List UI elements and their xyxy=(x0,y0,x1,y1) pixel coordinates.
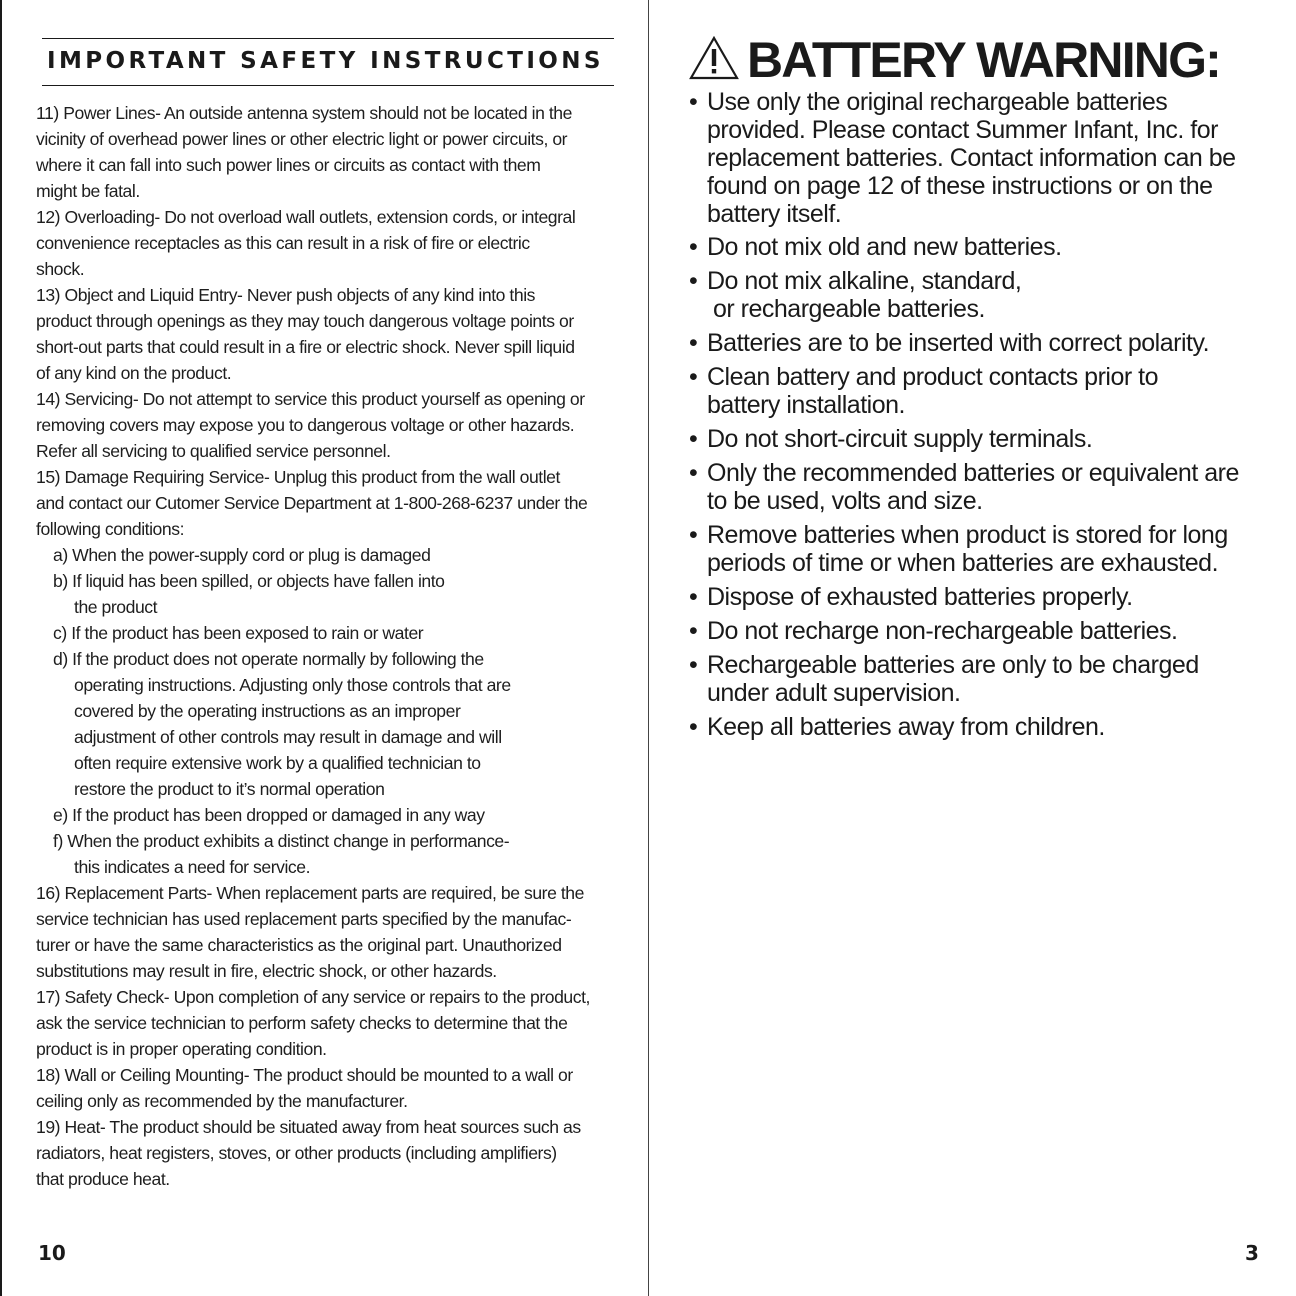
bullet-line: • Rechargeable batteries are only to be charged xyxy=(707,651,1199,679)
bullet-line: • Do not mix alkaline, standard, xyxy=(707,267,1022,295)
text-line: shock. xyxy=(36,259,85,279)
section-header xyxy=(42,38,614,86)
text-line: e) If the product has been dropped or damaged in any way xyxy=(53,805,485,825)
text-line: following conditions: xyxy=(36,519,185,539)
bullet-line: • Clean battery and product contacts prior to xyxy=(707,363,1158,391)
bullet-line: • Keep all batteries away from children. xyxy=(707,713,1105,741)
text-line: restore the product to it’s normal operation xyxy=(74,779,385,799)
section-title: IMPORTANT SAFETY INSTRUCTIONS xyxy=(47,48,604,74)
text-line: removing covers may expose you to dangerous voltage or other hazards. xyxy=(36,415,575,435)
text-line: 18) Wall or Ceiling Mounting- The product should be mounted to a wall or xyxy=(36,1065,573,1085)
text-line: often require extensive work by a qualified technician to xyxy=(74,753,481,773)
text-line: convenience receptacles as this can result in a risk of fire or electric xyxy=(36,233,530,253)
bullet-line: • Remove batteries when product is stored for long xyxy=(707,521,1228,549)
bullet-line: provided. Please contact Summer Infant, Inc. for xyxy=(707,116,1218,144)
text-line: short-out parts that could result in a fire or electric shock. Never spill liquid xyxy=(36,337,575,357)
bullet-line: found on page 12 of these instructions or on the xyxy=(707,172,1213,200)
warning-bullet xyxy=(689,329,1279,357)
text-line: operating instructions. Adjusting only those controls that are xyxy=(74,675,511,695)
text-line: that produce heat. xyxy=(36,1169,170,1189)
text-line: d) If the product does not operate normally by following the xyxy=(53,649,484,669)
text-line: adjustment of other controls may result in damage and will xyxy=(74,727,502,747)
text-line: product is in proper operating condition. xyxy=(36,1039,327,1059)
warning-bullet xyxy=(689,267,1279,323)
bullet-line: • Do not recharge non-rechargeable batteries. xyxy=(707,617,1178,645)
text-line: 13) Object and Liquid Entry- Never push objects of any kind into this xyxy=(36,285,536,305)
text-line: turer or have the same characteristics as the original part. Unauthorized xyxy=(36,935,562,955)
warning-bullet xyxy=(689,583,1279,611)
bullet-line: • Use only the original rechargeable batteries xyxy=(707,88,1168,116)
warning-bullet xyxy=(689,233,1279,261)
text-line: substitutions may result in fire, electric shock, or other hazards. xyxy=(36,961,497,981)
text-line: vicinity of overhead power lines or other electric light or power circuits, or xyxy=(36,129,568,149)
warning-bullet xyxy=(689,521,1279,577)
text-line: service technician has used replacement parts specified by the manufac- xyxy=(36,909,572,929)
text-line: of any kind on the product. xyxy=(36,363,232,383)
warning-bullet xyxy=(689,713,1279,741)
warning-bullet xyxy=(689,88,1279,228)
text-line: 11) Power Lines- An outside antenna system should not be located in the xyxy=(36,103,572,123)
text-line: 19) Heat- The product should be situated away from heat sources such as xyxy=(36,1117,581,1137)
warning-triangle-icon xyxy=(689,36,739,80)
page-number: 10 xyxy=(38,1241,66,1265)
text-line: 12) Overloading- Do not overload wall outlets, extension cords, or integral xyxy=(36,207,576,227)
bullet-line: • Dispose of exhausted batteries properly. xyxy=(707,583,1133,611)
text-line: the product xyxy=(74,597,158,617)
warning-bullet xyxy=(689,363,1279,419)
text-line: radiators, heat registers, stoves, or other products (including amplifiers) xyxy=(36,1143,557,1163)
text-line: where it can fall into such power lines or circuits as contact with them xyxy=(36,155,541,175)
text-line: product through openings as they may touch dangerous voltage points or xyxy=(36,311,574,331)
bullet-line: periods of time or when batteries are exhausted. xyxy=(707,549,1219,577)
battery-warning-title: BATTERY WARNING: xyxy=(747,32,1221,88)
text-line: might be fatal. xyxy=(36,181,140,201)
text-line: this indicates a need for service. xyxy=(74,857,311,877)
text-line: a) When the power-supply cord or plug is damaged xyxy=(53,545,431,565)
bullet-line: • Only the recommended batteries or equivalent are xyxy=(707,459,1239,487)
warning-bullet xyxy=(689,617,1279,645)
bullet-line: battery installation. xyxy=(707,391,905,419)
bullet-line: • Batteries are to be inserted with correct polarity. xyxy=(707,329,1210,357)
bullet-line: or rechargeable batteries. xyxy=(713,295,985,323)
text-line: covered by the operating instructions as an improper xyxy=(74,701,461,721)
text-line: ask the service technician to perform safety checks to determine that the xyxy=(36,1013,568,1033)
text-line: ceiling only as recommended by the manufacturer. xyxy=(36,1091,408,1111)
warning-bullet xyxy=(689,651,1279,707)
bullet-line: replacement batteries. Contact information can be xyxy=(707,144,1236,172)
battery-warning-list xyxy=(689,88,1279,741)
text-line: and contact our Cutomer Service Department at 1-800-268-6237 under the xyxy=(36,493,588,513)
safety-instructions-body xyxy=(36,100,626,1192)
bullet-line: battery itself. xyxy=(707,200,842,228)
warning-bullet xyxy=(689,425,1279,453)
text-line: Refer all servicing to qualified service personnel. xyxy=(36,441,391,461)
bullet-line: • Do not short-circuit supply terminals. xyxy=(707,425,1093,453)
bullet-line: to be used, volts and size. xyxy=(707,487,983,515)
bullet-line: • Do not mix old and new batteries. xyxy=(707,233,1062,261)
page-number: 3 xyxy=(1245,1241,1259,1265)
text-line: 16) Replacement Parts- When replacement parts are required, be sure the xyxy=(36,883,584,903)
text-line: 14) Servicing- Do not attempt to service this product yourself as opening or xyxy=(36,389,585,409)
text-line: f) When the product exhibits a distinct change in performance- xyxy=(53,831,510,851)
bullet-line: under adult supervision. xyxy=(707,679,961,707)
text-line: 17) Safety Check- Upon completion of any service or repairs to the product, xyxy=(36,987,590,1007)
text-line: c) If the product has been exposed to rain or water xyxy=(53,623,424,643)
text-line: 15) Damage Requiring Service- Unplug this product from the wall outlet xyxy=(36,467,560,487)
warning-bullet xyxy=(689,459,1279,515)
right-page xyxy=(648,0,1296,1296)
battery-warning-header xyxy=(689,34,1269,86)
text-line: b) If liquid has been spilled, or objects have fallen into xyxy=(53,571,445,591)
